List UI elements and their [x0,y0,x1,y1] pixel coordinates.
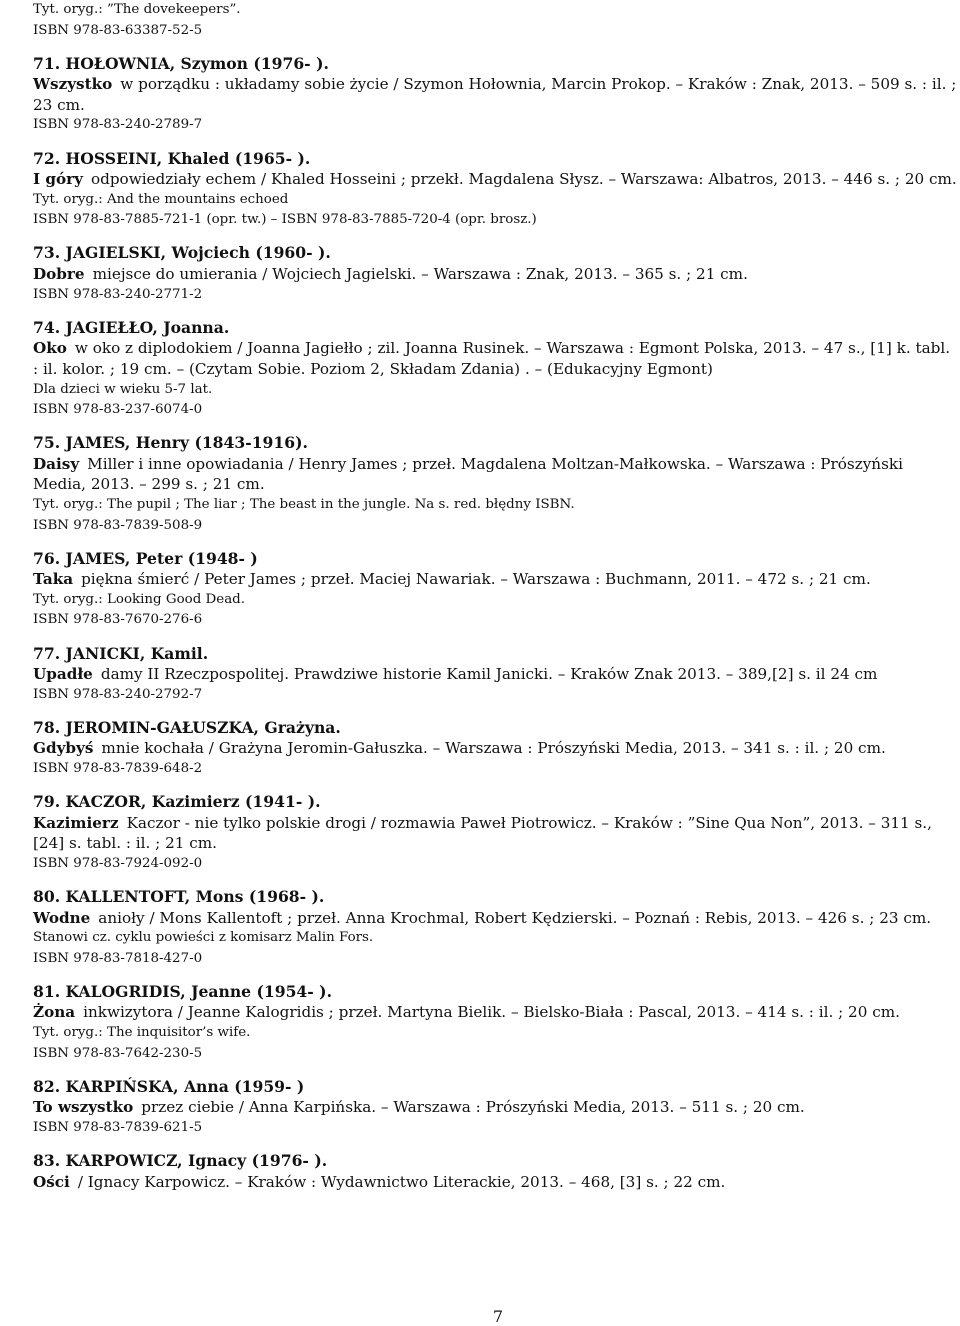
entry-gap [33,969,958,982]
original-title-note: Tyt. oryg.: ”The dovekeepers”. [33,2,241,17]
entry-note: Tyt. oryg.: Looking Good Dead. [33,591,246,607]
entry-heading: 83. KARPOWICZ, Ignacy (1976- ). [33,1151,328,1170]
entry-heading: 81. KALOGRIDIS, Jeanne (1954- ). [33,981,332,1001]
page-number: 7 [492,1307,504,1326]
entry-description [33,454,958,495]
entry-gap [33,536,958,549]
entry-description [33,908,958,929]
title-rest: odpowiedziały echem / Khaled Hosseini ; przekł. Magdalena Słysz. – Warszawa: Albatros, 2013. – 446 s. ; 20 cm. [90,170,957,189]
catalog-entry [33,433,958,536]
entry-description [33,264,958,285]
entry-description [33,338,958,379]
entry-gap [33,705,958,718]
title-keyword: Dobre [33,265,85,284]
catalog-entry [33,549,958,631]
title-rest: przez ciebie / Anna Karpińska. – Warszawa : Prószyński Media, 2013. – 511 s. ; 20 cm. [141,1098,805,1117]
title-keyword: Ości [33,1172,70,1191]
entry-note: ISBN 978-83-7839-648-2 [33,761,203,776]
entry-description [33,169,958,190]
entry-heading: 77. JANICKI, Kamil. [33,643,209,663]
title-keyword: Oko [33,339,67,358]
title-rest: / Ignacy Karpowicz. – Kraków : Wydawnictwo Literackie, 2013. – 468, [3] s. ; 22 cm. [77,1172,726,1191]
entry-note: ISBN 978-83-7670-276-6 [33,612,203,628]
entry-note: ISBN 978-83-237-6074-0 [33,402,203,418]
title-rest: w oko z diplodokiem / Joanna Jagiełło ; zil. Joanna Rusinek. – Warszawa : Egmont Polska, 2013. – 47 s., [1] k. tabl. : il. kolor. ; 19 cm. – (Czytam Sobie. Poziom 2, Składam Zdania) . – (Edukacyjny Egmont) [33,339,951,378]
entry-heading: 80. KALLENTOFT, Mons (1968- ). [33,886,325,906]
entry-description [33,738,958,759]
catalog-entry [33,318,958,421]
entry-note: ISBN 978-83-7839-621-5 [33,1119,203,1135]
catalog-entry [33,644,958,706]
entry-note: ISBN 978-83-7642-230-5 [33,1045,203,1061]
entry-note: ISBN 978-83-7818-427-0 [33,950,203,966]
title-rest: piękna śmierć / Peter James ; przeł. Maciej Nawariak. – Warszawa : Buchmann, 2011. – 472 s. ; 21 cm. [81,570,871,589]
entry-gap [33,874,958,887]
title-keyword: I góry [33,170,83,189]
entry-gap [33,41,958,54]
entry-note: ISBN 978-83-240-2771-2 [33,286,203,302]
title-keyword: Kazimierz [33,813,119,832]
catalog-entry [33,718,958,780]
entry-heading: 82. KARPIŃSKA, Anna (1959- ) [33,1076,305,1096]
previous-entry-tail [33,0,958,41]
catalog-page [33,0,958,1192]
title-keyword: To wszystko [33,1098,134,1117]
entry-heading: 74. JAGIEŁŁO, Joanna. [33,317,230,337]
entry-heading: 72. HOSSEINI, Khaled (1965- ). [33,148,311,168]
entry-note: Stanowi cz. cyklu powieści z komisarz Malin Fors. [33,930,374,946]
entry-description [33,1002,958,1023]
entry-heading: 78. JEROMIN-GAŁUSZKA, Grażyna. [33,717,341,737]
entry-gap [33,631,958,644]
title-rest: damy II Rzeczpospolitej. Prawdziwe historie Kamil Janicki. – Kraków Znak 2013. – 389,[2] s. il 24 cm [100,665,878,684]
title-rest: miejsce do umierania / Wojciech Jagielski. – Warszawa : Znak, 2013. – 365 s. ; 21 cm. [92,265,748,284]
entry-description [33,74,958,115]
entry-description [33,569,958,590]
title-keyword: Wodne [33,908,91,927]
title-keyword: Taka [33,570,74,589]
title-keyword: Upadłe [33,665,93,684]
entry-description [33,1172,958,1193]
entry-note: ISBN 978-83-7839-508-9 [33,517,203,533]
entry-heading: 76. JAMES, Peter (1948- ) [33,548,258,568]
entry-description [33,813,958,854]
entry-list [33,41,958,1192]
title-rest: Miller i inne opowiadania / Henry James ; przeł. Magdalena Moltzan-Małkowska. – Warszawa : Prószyński Media, 2013. – 299 s. ; 21 cm. [33,454,903,494]
entry-note: ISBN 978-83-240-2792-7 [33,686,203,702]
entry-heading: 73. JAGIELSKI, Wojciech (1960- ). [33,243,331,263]
entry-gap [33,421,958,434]
catalog-entry [33,792,958,874]
title-keyword: Żona [33,1003,76,1022]
entry-gap [33,1139,958,1152]
entry-note: Tyt. oryg.: The pupil ; The liar ; The beast in the jungle. Na s. red. błędny ISBN. [33,496,575,512]
entry-heading: 75. JAMES, Henry (1843-1916). [33,433,308,453]
entry-note: Tyt. oryg.: The inquisitor’s wife. [33,1025,251,1041]
entry-gap [33,136,958,149]
title-rest: Kaczor - nie tylko polskie drogi / rozmawia Paweł Piotrowicz. – Kraków : ”Sine Qua Non”, 2013. – 311 s., [24] s. tabl. : il. ; 21 cm. [33,813,932,853]
catalog-entry [33,149,958,231]
entry-heading: 71. HOŁOWNIA, Szymon (1976- ). [33,53,329,73]
entry-note: Tyt. oryg.: And the mountains echoed [33,191,289,207]
entry-description [33,664,958,685]
catalog-entry [33,1151,958,1192]
entry-heading: 79. KACZOR, Kazimierz (1941- ). [33,792,321,812]
title-keyword: Wszystko [33,75,113,94]
entry-note: ISBN 978-83-7924-092-0 [33,855,203,871]
catalog-entry [33,54,958,136]
catalog-entry [33,243,958,305]
title-keyword: Gdybyś [33,739,94,758]
title-keyword: Daisy [33,454,80,473]
title-rest: anioły / Mons Kallentoft ; przeł. Anna Krochmal, Robert Kędzierski. – Poznań : Rebis, 2013. – 426 s. ; 23 cm. [98,908,932,927]
entry-gap [33,1064,958,1077]
entry-description [33,1097,958,1118]
isbn-note: ISBN 978-83-63387-52-5 [33,22,203,38]
catalog-entry [33,982,958,1064]
entry-note: ISBN 978-83-7885-721-1 (opr. tw.) – ISBN 978-83-7885-720-4 (opr. brosz.) [33,212,537,228]
catalog-entry [33,1077,958,1139]
entry-gap [33,231,958,244]
entry-note: ISBN 978-83-240-2789-7 [33,117,203,133]
catalog-entry [33,887,958,969]
title-rest: mnie kochała / Grażyna Jeromin-Gałuszka. – Warszawa : Prószyński Media, 2013. – 341 s. : il. ; 20 cm. [101,739,886,758]
entry-gap [33,780,958,793]
entry-note: Dla dzieci w wieku 5-7 lat. [33,381,213,397]
title-rest: w porządku : układamy sobie życie / Szymon Hołownia, Marcin Prokop. – Kraków : Znak, 2013. – 509 s. : il. ; 23 cm. [33,75,957,114]
title-rest: inkwizytora / Jeanne Kalogridis ; przeł. Martyna Bielik. – Bielsko-Biała : Pascal, 2013. – 414 s. : il. ; 20 cm. [83,1003,900,1022]
entry-gap [33,305,958,318]
